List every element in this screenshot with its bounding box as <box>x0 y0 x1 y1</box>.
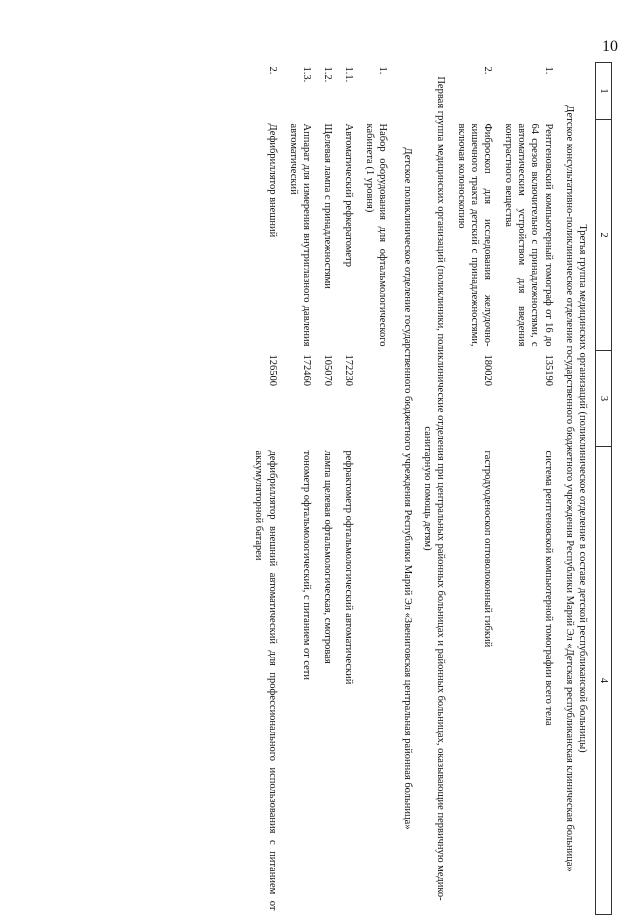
equipment-code: 172230 <box>343 354 355 386</box>
section-row <box>395 63 452 915</box>
row-number: 2. <box>266 66 278 75</box>
column-header: 2 <box>595 120 611 351</box>
table-row <box>453 63 500 915</box>
equipment-name: Набор оборудования для офтальмологического кабинета (1 уровня) <box>364 123 389 347</box>
equipment-name: Фиброскоп для исследования желудочно-кишечного тракта детский с принадлежностями, включая колоноскопию <box>455 123 494 347</box>
equipment-table <box>250 62 612 915</box>
equipment-code: 135190 <box>542 354 554 386</box>
equipment-description: система рентгеновской компьютерной томографии всего тела <box>542 450 554 726</box>
table-row <box>340 63 361 915</box>
equipment-description: тонометр офтальмологический, с питанием от сети <box>300 450 312 680</box>
row-number: 1. <box>377 66 389 75</box>
section-subtitle: Детское консультативно-поликлиническое отделение государственного бюджетного учреждения Республики Марий Эл «Детская республиканская клиническая больница» <box>563 105 575 872</box>
equipment-name: Рентгеновский компьютерный томограф от 16 до 64 срезов включительно с принадлежностями, с автоматическим устройством для введения контрастного вещества <box>503 123 554 347</box>
equipment-code: 180020 <box>482 354 494 386</box>
table-row <box>319 63 340 915</box>
equipment-name: Щелевая лампа с принадлежностями <box>322 123 333 289</box>
equipment-name: Аппарат для измерения внутриглазного давления автоматический <box>287 123 312 347</box>
equipment-code: 172460 <box>300 354 312 386</box>
page-number: 10 <box>602 38 618 55</box>
column-header: 1 <box>595 63 611 120</box>
column-header: 3 <box>595 351 611 447</box>
section-title: Первая группа медицинских организаций (поликлиники, поликлинические отделения при центральных районных больницах и районных больницах, оказывающие первичную медико-санитарную помощь детям) <box>421 76 446 901</box>
equipment-name: Дефибриллятор внешний <box>266 123 278 238</box>
equipment-description: лампа щелевая офтальмологическая, смотровая <box>322 450 333 664</box>
equipment-name: Автоматический рефкератометр <box>343 123 355 268</box>
column-header-row <box>595 63 611 915</box>
row-number: 1.2. <box>322 66 333 83</box>
rotated-page <box>92 62 612 910</box>
equipment-description: дефибриллятор внешний автоматический для профессионального использования с питанием от аккумуляторной батареи <box>253 450 278 911</box>
equipment-code: 105070 <box>322 354 333 386</box>
column-header: 4 <box>595 447 611 915</box>
section-row <box>557 63 596 915</box>
table-row <box>361 63 395 915</box>
section-title: Третья группа медицинских организаций (поликлиническое отделение в составе детской республиканской больницы) <box>576 224 588 753</box>
table-row <box>285 63 319 915</box>
equipment-description: гастродуоденоскоп оптоволоконный гибкий <box>482 450 494 648</box>
section-subtitle: Детское поликлиническое отделение государственного бюджетного учреждения Республики Марий Эл «Звениговская центральная районная больница» <box>402 147 414 830</box>
equipment-description: рефрактометр офтальмологический автоматический <box>343 450 355 685</box>
equipment-code: 126500 <box>266 354 278 386</box>
row-number: 1. <box>542 66 554 75</box>
table-row <box>250 63 284 915</box>
row-number: 1.1. <box>343 66 355 83</box>
row-number: 1.3. <box>300 66 312 83</box>
table-row <box>500 63 557 915</box>
row-number: 2. <box>482 66 494 75</box>
